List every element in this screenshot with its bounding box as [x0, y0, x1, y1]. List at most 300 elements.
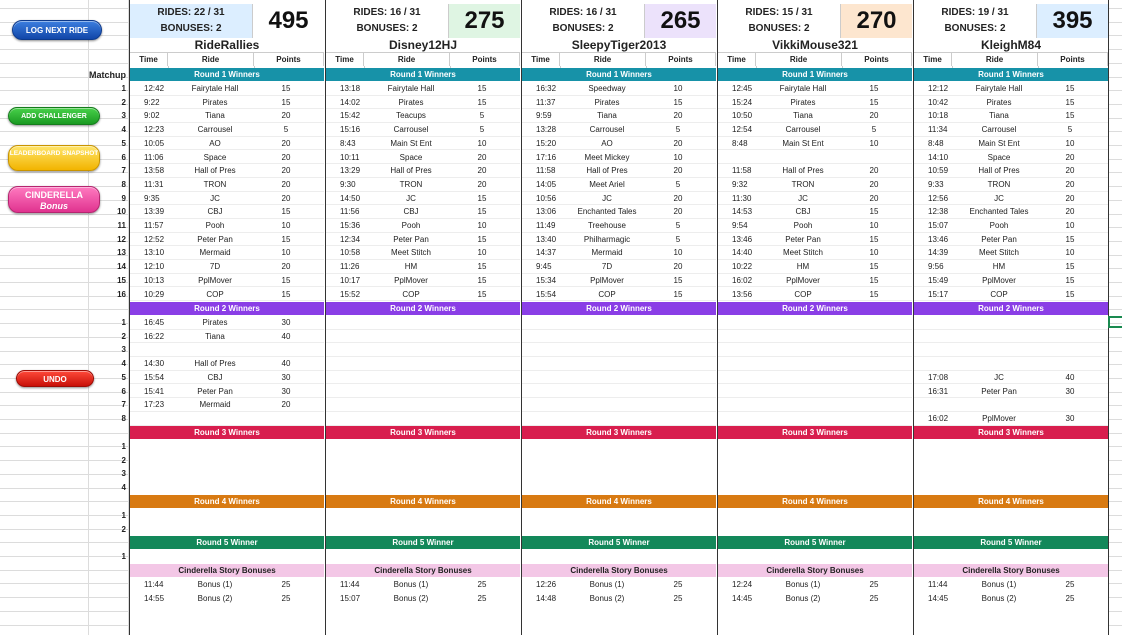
ride-row[interactable]: [914, 316, 1108, 330]
ride-points: 15: [869, 234, 879, 244]
ride-points: 15: [869, 289, 879, 299]
ride-points: 10: [869, 221, 879, 230]
ride-points: 20: [1065, 179, 1075, 189]
ride-points: 15: [869, 97, 879, 107]
ride-name: Space: [399, 152, 423, 162]
ride-row[interactable]: [130, 260, 324, 274]
ride-time: 11:58: [732, 166, 752, 176]
ride-row[interactable]: [522, 96, 716, 110]
ride-name: Tiana: [989, 111, 1009, 121]
ride-row[interactable]: [914, 330, 1108, 344]
ride-row[interactable]: [522, 343, 716, 357]
column-divider: [254, 66, 255, 68]
ride-row[interactable]: [718, 246, 912, 260]
ride-points: 15: [869, 84, 879, 93]
grid-row-line: [1108, 392, 1122, 393]
ride-row[interactable]: [326, 343, 520, 357]
grid-row-line: [1108, 63, 1122, 64]
ride-row[interactable]: [326, 412, 520, 426]
ride-row[interactable]: [130, 178, 324, 192]
ride-row[interactable]: [522, 398, 716, 412]
ride-row[interactable]: [130, 205, 324, 219]
round-band-r2: Round 2 Winners: [522, 302, 716, 315]
ride-row[interactable]: [326, 371, 520, 385]
ride-points: 15: [477, 262, 487, 272]
ride-time: 11:30: [732, 193, 752, 203]
bonus-row[interactable]: [326, 578, 520, 592]
ride-row[interactable]: [522, 371, 716, 385]
ride-row[interactable]: [130, 137, 324, 151]
matchup-number: 6: [121, 386, 126, 396]
grid-row-line: [1108, 8, 1122, 9]
ride-name: JC: [798, 193, 808, 203]
ride-row[interactable]: [326, 246, 520, 260]
ride-row[interactable]: [326, 123, 520, 137]
ride-name: Pooh: [205, 221, 225, 230]
ride-row[interactable]: [914, 343, 1108, 357]
ride-time: 11:34: [928, 125, 948, 135]
ride-row[interactable]: [718, 205, 912, 219]
ride-name: JC: [602, 193, 612, 203]
ride-time: 16:02: [928, 413, 949, 423]
ride-row[interactable]: [130, 357, 324, 371]
grid-row-line: [1108, 433, 1122, 434]
bonus-name: Bonus (2): [197, 594, 233, 603]
ride-row[interactable]: [914, 385, 1108, 399]
ride-time: 11:57: [144, 221, 164, 230]
ride-row[interactable]: [326, 357, 520, 371]
ride-row[interactable]: [718, 316, 912, 330]
grid-row-line: [1108, 405, 1122, 406]
grid-row-line: [1108, 159, 1122, 160]
round-band-r3: Round 3 Winners: [914, 426, 1108, 439]
player-column: [913, 0, 1109, 635]
bonus-time: 11:44: [144, 580, 164, 589]
ride-points: 20: [281, 138, 291, 148]
player-name: VikkiMouse321: [718, 38, 912, 53]
ride-time: 12:52: [144, 234, 165, 244]
grid-row-line: [1108, 35, 1122, 36]
ride-name: 7D: [601, 262, 613, 272]
ride-name: Pirates: [202, 97, 228, 107]
matchup-number: 11: [117, 221, 126, 230]
round-band-r1: Round 1 Winners: [718, 68, 912, 81]
ride-name: Carrousel: [785, 125, 821, 135]
ride-row[interactable]: [718, 219, 912, 233]
ride-row[interactable]: [522, 82, 716, 96]
ride-row[interactable]: [914, 151, 1108, 165]
control-column: [0, 0, 128, 635]
ride-row[interactable]: [130, 192, 324, 206]
ride-time: 15:54: [536, 289, 557, 299]
ride-row[interactable]: [914, 205, 1108, 219]
ride-points: 15: [281, 97, 291, 107]
ride-row[interactable]: [718, 274, 912, 288]
ride-name: PplMover: [394, 275, 428, 285]
ride-row[interactable]: [326, 109, 520, 123]
ride-row[interactable]: [718, 233, 912, 247]
ride-row[interactable]: [522, 385, 716, 399]
ride-time: 9:56: [928, 262, 944, 272]
ride-row[interactable]: [914, 260, 1108, 274]
round-band-r3: Round 3 Winners: [522, 426, 716, 439]
cell-selection-marker[interactable]: [1108, 316, 1122, 328]
matchup-number: 5: [121, 138, 126, 148]
ride-time: 10:13: [144, 275, 165, 285]
player-name: RideRallies: [130, 38, 324, 53]
bonus-row[interactable]: [914, 592, 1108, 606]
ride-row[interactable]: [130, 82, 324, 96]
leaderboard-snapshot-button[interactable]: LEADERBOARD SNAPSHOT: [8, 145, 100, 171]
ride-row[interactable]: [522, 233, 716, 247]
ride-row[interactable]: [326, 398, 520, 412]
ride-row[interactable]: [130, 151, 324, 165]
total-points: 270: [840, 4, 912, 38]
ride-time: 10:22: [732, 262, 753, 272]
ride-row[interactable]: [326, 316, 520, 330]
bonuses-count: BONUSES: 2: [160, 23, 222, 34]
ride-row[interactable]: [522, 357, 716, 371]
ride-row[interactable]: [914, 192, 1108, 206]
ride-points: 20: [1065, 166, 1075, 176]
ride-name: Main St Ent: [782, 138, 824, 148]
ride-row[interactable]: [522, 151, 716, 165]
ride-time: 13:28: [536, 125, 557, 135]
bonus-row[interactable]: [130, 578, 324, 592]
bonus-row[interactable]: [718, 578, 912, 592]
ride-points: 20: [673, 207, 683, 217]
ride-row[interactable]: [718, 96, 912, 110]
column-divider: [1038, 66, 1039, 68]
ride-name: HM: [796, 262, 810, 272]
ride-row[interactable]: [522, 192, 716, 206]
bonus-row[interactable]: [326, 592, 520, 606]
ride-row[interactable]: [914, 371, 1108, 385]
ride-row[interactable]: [718, 288, 912, 302]
ride-points: 15: [869, 262, 879, 272]
ride-time: 14:40: [732, 248, 753, 258]
ride-points: 40: [1065, 372, 1075, 382]
ride-row[interactable]: [914, 123, 1108, 137]
ride-points: 20: [1065, 207, 1075, 217]
ride-row[interactable]: [130, 343, 324, 357]
column-header-time: Time: [718, 53, 756, 66]
matchup-number: 2: [121, 524, 126, 534]
ride-row[interactable]: [326, 178, 520, 192]
player-name: KleighM84: [914, 38, 1108, 53]
bonus-time: 11:44: [928, 580, 948, 589]
ride-name: Meet Mickey: [584, 152, 630, 162]
round-band-r1: Round 1 Winners: [326, 68, 520, 81]
ride-name: Hall of Pres: [782, 166, 824, 176]
ride-row[interactable]: [522, 164, 716, 178]
ride-row[interactable]: [522, 260, 716, 274]
column-header-points: Points: [254, 53, 324, 66]
ride-row[interactable]: [718, 82, 912, 96]
ride-row[interactable]: [522, 330, 716, 344]
bonus-time: 11:44: [340, 580, 360, 589]
total-points: 395: [1036, 4, 1108, 38]
ride-row[interactable]: [326, 151, 520, 165]
ride-time: 11:31: [144, 179, 164, 189]
ride-row[interactable]: [914, 96, 1108, 110]
ride-row[interactable]: [326, 96, 520, 110]
ride-row[interactable]: [130, 398, 324, 412]
ride-name: Pooh: [989, 221, 1009, 230]
ride-row[interactable]: [326, 233, 520, 247]
ride-row[interactable]: [130, 412, 324, 426]
matchup-label: Matchup: [89, 70, 126, 80]
ride-name: Pirates: [986, 97, 1012, 107]
round-band-r2: Round 2 Winners: [130, 302, 324, 315]
ride-time: 12:54: [732, 125, 753, 135]
ride-row[interactable]: [914, 246, 1108, 260]
round-band-r4: Round 4 Winners: [130, 495, 324, 508]
player-column: [325, 0, 521, 635]
ride-row[interactable]: [914, 164, 1108, 178]
grid-row-line: [1108, 22, 1122, 23]
ride-time: 14:30: [144, 359, 165, 369]
ride-row[interactable]: [718, 178, 912, 192]
total-points: 265: [644, 4, 716, 38]
grid-row-line: [1108, 227, 1122, 228]
ride-name: Peter Pan: [197, 386, 233, 396]
ride-time: 11:58: [536, 166, 556, 176]
column-divider: [560, 66, 561, 68]
ride-row[interactable]: [914, 82, 1108, 96]
ride-row[interactable]: [326, 274, 520, 288]
ride-name: Enchanted Tales: [969, 207, 1029, 217]
round-band-r3: Round 3 Winners: [130, 426, 324, 439]
ride-row[interactable]: [130, 330, 324, 344]
ride-row[interactable]: [130, 233, 324, 247]
add-challenger-button[interactable]: ADD CHALLENGER: [8, 107, 100, 125]
ride-time: 15:49: [928, 275, 949, 285]
matchup-number: 8: [121, 413, 126, 423]
ride-row[interactable]: [914, 357, 1108, 371]
ride-row[interactable]: [914, 233, 1108, 247]
ride-row[interactable]: [326, 260, 520, 274]
grid-row-line: [1108, 145, 1122, 146]
grid-row-line: [1108, 90, 1122, 91]
matchup-number: 1: [121, 442, 126, 451]
matchup-number: 9: [121, 193, 126, 203]
matchup-number: 14: [117, 262, 126, 272]
ride-row[interactable]: [718, 371, 912, 385]
ride-name: Meet Stitch: [390, 248, 431, 258]
grid-row-line: [1108, 296, 1122, 297]
ride-name: COP: [794, 289, 812, 299]
ride-row[interactable]: [718, 123, 912, 137]
ride-row[interactable]: [718, 260, 912, 274]
ride-row[interactable]: [718, 385, 912, 399]
ride-points: 10: [869, 248, 879, 258]
ride-row[interactable]: [914, 178, 1108, 192]
ride-row[interactable]: [130, 246, 324, 260]
ride-row[interactable]: [522, 412, 716, 426]
ride-points: 20: [869, 166, 879, 176]
ride-points: 5: [675, 221, 681, 230]
ride-row[interactable]: [130, 164, 324, 178]
ride-row[interactable]: [522, 288, 716, 302]
matchup-number: 13: [117, 248, 126, 258]
ride-row[interactable]: [914, 137, 1108, 151]
ride-time: 10:17: [340, 275, 361, 285]
ride-name: HM: [404, 262, 418, 272]
ride-row[interactable]: [522, 274, 716, 288]
ride-points: 15: [1065, 97, 1075, 107]
round-band-r4: Round 4 Winners: [522, 495, 716, 508]
ride-name: Meet Stitch: [978, 248, 1019, 258]
ride-points: 20: [673, 193, 683, 203]
ride-row[interactable]: [914, 288, 1108, 302]
ride-row[interactable]: [718, 137, 912, 151]
bonus-row[interactable]: [914, 578, 1108, 592]
grid-row-line: [1108, 282, 1122, 283]
bonus-row[interactable]: [718, 592, 912, 606]
ride-name: PplMover: [786, 275, 820, 285]
ride-points: 5: [675, 125, 681, 135]
ride-row[interactable]: [522, 246, 716, 260]
matchup-number: 2: [121, 455, 126, 465]
ride-time: 15:54: [144, 372, 165, 382]
ride-row[interactable]: [718, 398, 912, 412]
ride-time: 14:50: [340, 193, 361, 203]
round-band-r2: Round 2 Winners: [326, 302, 520, 315]
ride-time: 13:29: [340, 166, 361, 176]
ride-row[interactable]: [914, 219, 1108, 233]
grid-row-line: [1108, 446, 1122, 447]
ride-points: 10: [477, 221, 487, 230]
ride-row[interactable]: [522, 316, 716, 330]
log-next-ride-button[interactable]: LOG NEXT RIDE: [12, 20, 102, 40]
player-header: [326, 4, 520, 38]
ride-row[interactable]: [718, 151, 912, 165]
ride-time: 9:33: [928, 179, 944, 189]
matchup-number: 15: [117, 275, 126, 285]
ride-row[interactable]: [326, 385, 520, 399]
ride-time: 11:06: [144, 152, 164, 162]
ride-row[interactable]: [130, 274, 324, 288]
ride-points: 10: [673, 248, 683, 258]
ride-row[interactable]: [522, 178, 716, 192]
ride-row[interactable]: [326, 82, 520, 96]
ride-time: 16:31: [928, 386, 949, 396]
ride-row[interactable]: [130, 385, 324, 399]
bonus-name: Bonus (1): [981, 580, 1017, 589]
ride-points: 10: [1065, 138, 1075, 148]
ride-row[interactable]: [718, 330, 912, 344]
ride-time: 15:34: [536, 275, 557, 285]
ride-row[interactable]: [130, 219, 324, 233]
ride-points: 15: [1065, 289, 1075, 299]
column-header-ride: Ride: [168, 53, 254, 66]
ride-row[interactable]: [130, 96, 324, 110]
ride-row[interactable]: [130, 123, 324, 137]
ride-time: 12:34: [340, 234, 361, 244]
ride-time: 15:52: [340, 289, 361, 299]
ride-row[interactable]: [718, 357, 912, 371]
ride-name: CBJ: [403, 207, 419, 217]
grid-row-line: [1108, 501, 1122, 502]
bonus-row[interactable]: [522, 578, 716, 592]
bonus-row[interactable]: [130, 592, 324, 606]
ride-row[interactable]: [326, 137, 520, 151]
bonus-points: 25: [477, 580, 487, 589]
ride-row[interactable]: [326, 288, 520, 302]
ride-points: 5: [1067, 125, 1073, 135]
ride-row[interactable]: [522, 219, 716, 233]
ride-points: 15: [869, 207, 879, 217]
ride-row[interactable]: [522, 137, 716, 151]
ride-name: Pirates: [790, 97, 816, 107]
round-band-r1: Round 1 Winners: [522, 68, 716, 81]
bonus-row[interactable]: [522, 592, 716, 606]
ride-row[interactable]: [326, 330, 520, 344]
ride-name: TRON: [399, 179, 423, 189]
ride-row[interactable]: [326, 164, 520, 178]
ride-row[interactable]: [718, 192, 912, 206]
round-band-bonus: Cinderella Story Bonuses: [718, 564, 912, 577]
ride-row[interactable]: [718, 343, 912, 357]
player-name: Disney12HJ: [326, 38, 520, 53]
ride-time: 12:56: [928, 193, 949, 203]
ride-time: 14:05: [536, 179, 557, 189]
ride-row[interactable]: [522, 109, 716, 123]
column-divider: [756, 66, 757, 68]
ride-row[interactable]: [130, 288, 324, 302]
ride-row[interactable]: [914, 398, 1108, 412]
ride-row[interactable]: [718, 412, 912, 426]
ride-points: 15: [477, 207, 487, 217]
ride-name: TRON: [791, 179, 815, 189]
ride-name: COP: [402, 289, 420, 299]
ride-name: Peter Pan: [981, 386, 1017, 396]
ride-time: 17:23: [144, 400, 165, 410]
ride-row[interactable]: [326, 192, 520, 206]
undo-button[interactable]: UNDO: [16, 370, 94, 387]
grid-row-line: [1108, 77, 1122, 78]
ride-row[interactable]: [914, 274, 1108, 288]
ride-row[interactable]: [130, 371, 324, 385]
round-band-r3: Round 3 Winners: [718, 426, 912, 439]
cinderella-bonus-button[interactable]: [8, 186, 100, 213]
ride-time: 15:42: [340, 111, 361, 121]
ride-row[interactable]: [130, 316, 324, 330]
ride-name: Tiana: [205, 111, 225, 121]
ride-name: Philharmagic: [583, 234, 631, 244]
ride-row[interactable]: [914, 412, 1108, 426]
round-band-bonus: Cinderella Story Bonuses: [326, 564, 520, 577]
ride-time: 13:18: [340, 84, 361, 93]
ride-name: TRON: [203, 179, 227, 189]
ride-name: PplMover: [590, 275, 624, 285]
ride-row[interactable]: [326, 219, 520, 233]
ride-row[interactable]: [718, 109, 912, 123]
ride-row[interactable]: [718, 164, 912, 178]
ride-name: Meet Ariel: [589, 179, 625, 189]
ride-row[interactable]: [914, 109, 1108, 123]
ride-row[interactable]: [130, 109, 324, 123]
ride-row[interactable]: [522, 123, 716, 137]
ride-time: 13:39: [144, 207, 165, 217]
ride-points: 20: [281, 262, 291, 272]
ride-name: AO: [209, 138, 221, 148]
round-band-bonus: Cinderella Story Bonuses: [130, 564, 324, 577]
ride-row[interactable]: [326, 205, 520, 219]
ride-time: 9:32: [732, 179, 748, 189]
ride-row[interactable]: [522, 205, 716, 219]
